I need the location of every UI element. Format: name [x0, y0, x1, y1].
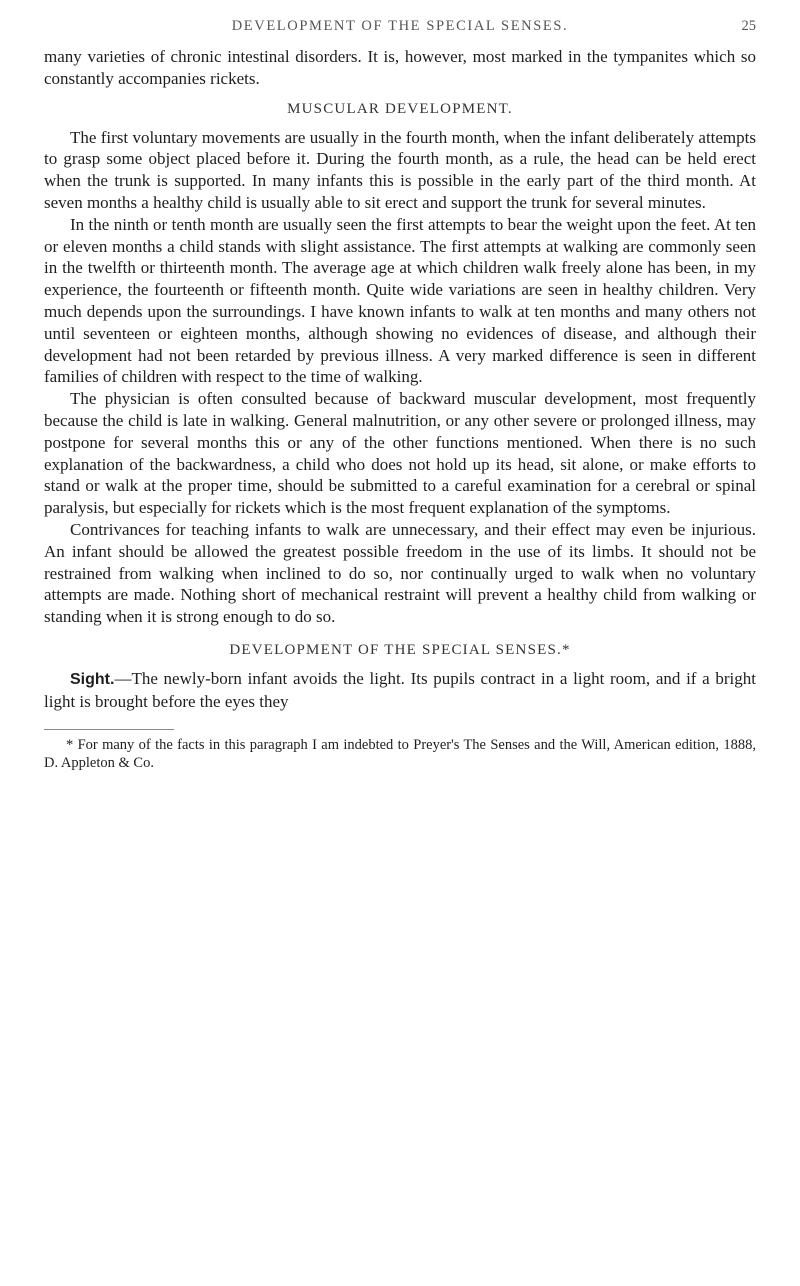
- run-in-heading-sight: Sight.: [70, 670, 115, 688]
- running-head: [44, 14, 756, 44]
- footnote: * For many of the facts in this paragraph I am indebted to Preyer's The Senses and the Will, American edition, 1888, D. Appleton & Co.: [44, 736, 756, 772]
- footnote-divider: [44, 729, 174, 730]
- sight-paragraph-text: —The newly-born infant avoids the light. Its pupils contract in a light room, and if a bright light is brought before the eyes they: [44, 668, 756, 711]
- section-heading-muscular-development: MUSCULAR DEVELOPMENT.: [287, 100, 513, 117]
- section-heading-special-senses: DEVELOPMENT OF THE SPECIAL SENSES.*: [229, 641, 571, 658]
- paragraph-walking-contrivances: Contrivances for teaching infants to walk are unnecessary, and their effect may even be injurious. An infant should be allowed the greatest possible freedom in the use of its limbs. It should not be restrained from walking when inclined to do so, nor continually urged to walk when no voluntary attempts are made. Nothing short of mechanical restraint will prevent a healthy child from walking or standing when it is strong enough to do so.: [44, 519, 756, 627]
- opening-paragraph: many varieties of chronic intestinal disorders. It is, however, most marked in the tympanites which so constantly accompanies rickets.: [44, 47, 756, 88]
- paragraph-backward-development: The physician is often consulted because of backward muscular development, most frequently because the child is late in walking. General malnutrition, or any other severe or prolonged illness, may postpone for several months this or any of the other functions mentioned. When there is no such explanation of the backwardness, a child who does not hold up its head, sit alone, or make efforts to stand or walk at the proper time, should be submitted to a careful examination for a cerebral or spinal paralysis, but especially for rickets which is the most frequent explanation of the symptoms.: [44, 389, 756, 518]
- running-head-title: DEVELOPMENT OF THE SPECIAL SENSES.: [231, 18, 569, 34]
- paragraph-walking-age: In the ninth or tenth month are usually seen the first attempts to bear the weight upon the feet. At ten or eleven months a child stands with slight assistance. The first attempts at walking are commonly seen in the twelfth or thirteenth month. The average age at which children walk freely alone has been, in my experience, the fourteenth or fifteenth month. Quite wide variations are seen in healthy children. Very much depends upon the surroundings. I have known infants to walk at ten months and many others not until seventeen or eighteen months, although showing no evidences of disease, and although their development had not been retarded by previous illness. A very marked difference is seen in different families of children with respect to the time of walking.: [44, 214, 756, 387]
- paragraph-first-movements: The first voluntary movements are usually in the fourth month, when the infant deliberately attempts to grasp some object placed before it. During the fourth month, as a rule, the head can be held erect when the trunk is supported. In many infants this is possible in the early part of the third month. At seven months a healthy child is usually able to sit erect and support the trunk for several minutes.: [44, 127, 756, 212]
- book-page: [44, 14, 756, 773]
- paragraph-sight: [44, 668, 756, 713]
- page-number: 25: [741, 18, 756, 34]
